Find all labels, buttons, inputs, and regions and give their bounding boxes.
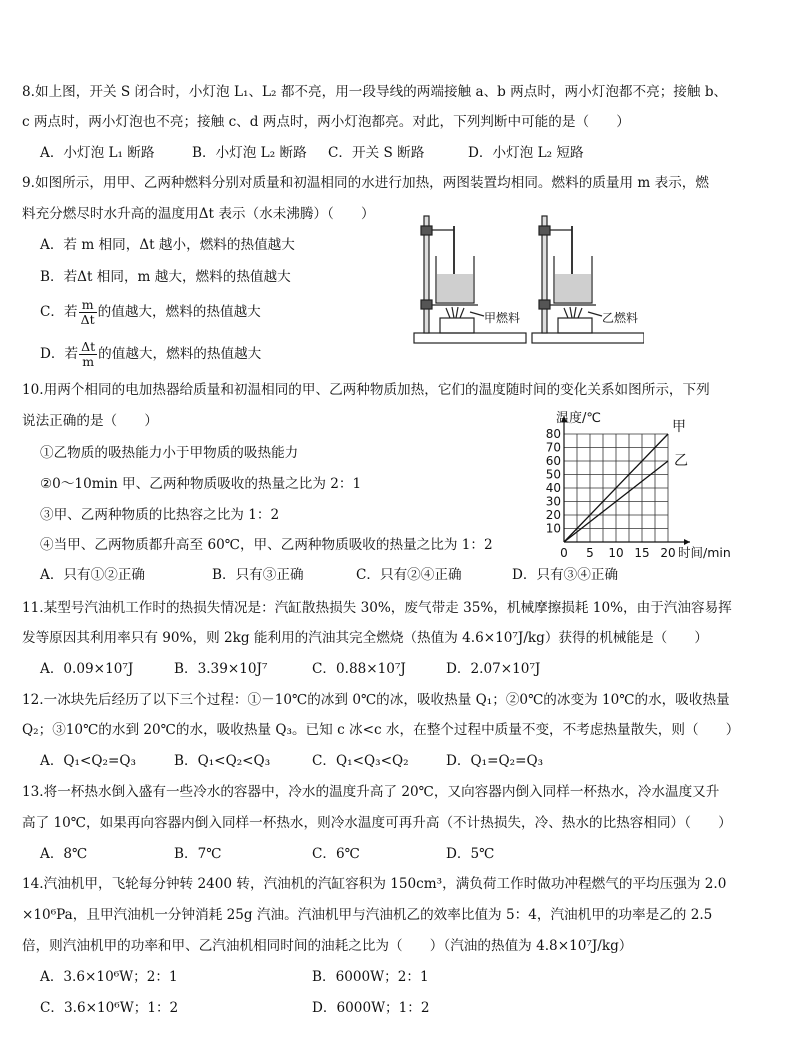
stand-base [414, 333, 526, 343]
q10-stem-line1: 10.用两个相同的电加热器给质量和初温相同的甲、乙两种物质加热，它们的温度随时间的变化关系如图所示，下列 [22, 382, 710, 398]
q8-option-c[interactable]: C．开关 S 断路 [328, 145, 425, 161]
fuel-yi-label: 乙燃料 [602, 311, 639, 325]
q9-option-d-fraction [79, 340, 97, 369]
x-tick-label: 5 [586, 546, 594, 560]
y-tick-label: 70 [545, 440, 561, 455]
q9-option-b[interactable]: B．若Δt 相同，m 越大，燃料的热值越大 [40, 269, 291, 285]
y-tick-label: 60 [545, 454, 561, 468]
water [555, 274, 591, 302]
x-tick-label: 15 [634, 546, 650, 560]
q8-stem-line2: c 两点时，两小灯泡也不亮；接触 c、d 两点时，两小灯泡都亮。对此，下列判断中可能的是（ ） [22, 114, 630, 130]
q10-statement-4: ④当甲、乙两物质都升高至 60℃，甲、乙两种物质吸收的热量之比为 1：2 [40, 537, 493, 553]
x-axis-title: 时间/min [678, 545, 731, 560]
q13-option-b[interactable]: B．7℃ [174, 846, 222, 862]
q14-option-c[interactable]: C．3.6×10⁶W；1：2 [40, 1000, 179, 1016]
q14-option-a[interactable]: A．3.6×10⁶W；2：1 [40, 969, 178, 985]
q9-option-c-prefix: C．若 [40, 304, 78, 320]
fuel-jia-label: 甲燃料 [484, 311, 521, 325]
q9-option-c-fraction [79, 298, 97, 327]
q12-option-c[interactable]: C．Q₁<Q₃<Q₂ [312, 753, 409, 769]
q13-stem-line1: 13.将一杯热水倒入盛有一些冷水的容器中，冷水的温度升高了 20℃，又向容器内倒入同样一杯热水，冷水温度又升 [22, 784, 720, 800]
y-tick-label: 30 [545, 494, 561, 509]
q9-stem-line2: 料充分燃尽时水升高的温度用Δt 表示（水未沸腾）（ ） [22, 206, 375, 222]
q9-apparatus-figure [412, 208, 644, 350]
q13-stem-line2: 高了 10℃，如果再向容器内倒入同样一杯热水，则冷水温度可再升高（不计热损失，冷、热水的比热容相同）（ ） [22, 815, 732, 831]
stand-base [532, 333, 644, 343]
q11-option-b[interactable]: B．3.39×10J⁷ [174, 661, 268, 677]
fuel-burner [440, 318, 474, 333]
q13-option-c[interactable]: C．6℃ [312, 846, 360, 862]
fraction-denominator: Δt [80, 312, 95, 327]
q10-statement-1: ①乙物质的吸热能力小于甲物质的吸热能力 [40, 445, 299, 461]
q10-option-a[interactable]: A．只有①②正确 [40, 567, 145, 583]
q14-option-d[interactable]: D．6000W；1：2 [312, 1000, 430, 1016]
flame [446, 307, 464, 318]
q14-stem-line1: 14.汽油机甲，飞轮每分钟转 2400 转，汽油机的汽缸容积为 150cm³，满负荷工作时做功冲程燃气的平均压强为 2.0 [22, 876, 727, 892]
q9-stem-line1: 9.如图所示，用甲、乙两种燃料分别对质量和初温相同的水进行加热，两图装置均相同。燃料的质量用 m 表示，燃 [22, 175, 709, 191]
q10-temperature-chart [540, 405, 740, 563]
x-tick-label: 10 [608, 546, 624, 560]
y-tick-label: 10 [545, 521, 561, 536]
q12-option-a[interactable]: A．Q₁<Q₂=Q₃ [40, 753, 136, 769]
q11-option-a[interactable]: A．0.09×10⁷J [40, 661, 134, 677]
q9-option-c[interactable] [40, 298, 261, 327]
q9-option-a[interactable]: A．若 m 相同，Δt 越小，燃料的热值越大 [40, 237, 295, 253]
q9-option-d-suffix: 的值越大，燃料的热值越大 [98, 346, 262, 362]
x-tick-label: 0 [560, 546, 568, 560]
y-axis-title: 温度/℃ [556, 411, 601, 426]
q9-option-c-suffix: 的值越大，燃料的热值越大 [97, 304, 261, 320]
clamp-ring [539, 300, 550, 309]
q12-stem-line1: 12.一冰块先后经历了以下三个过程：①－10℃的冰到 0℃的冰，吸收热量 Q₁；②0℃的冰变为 10℃的水，吸收热量 [22, 692, 730, 708]
fraction-numerator: Δt [81, 339, 96, 354]
y-tick-label: 50 [545, 467, 561, 482]
q11-option-d[interactable]: D．2.07×10⁷J [446, 661, 541, 677]
q12-stem-line2: Q₂；③10℃的水到 20℃的水，吸收热量 Q₃。已知 c 冰<c 水，在整个过程中质量不变，不考虑热量散失，则（ ） [22, 722, 740, 738]
clamp-ring [421, 300, 432, 309]
clamp-top [421, 226, 432, 235]
q10-option-b[interactable]: B．只有③正确 [212, 567, 304, 583]
q14-stem-line2: ×10⁶Pa，且甲汽油机一分钟消耗 25g 汽油。汽油机甲与汽油机乙的效率比值为 5：4，汽油机甲的功率是乙的 2.5 [22, 907, 713, 923]
q12-option-b[interactable]: B．Q₁<Q₂<Q₃ [174, 753, 271, 769]
q10-option-c[interactable]: C．只有②④正确 [356, 567, 462, 583]
q12-option-d[interactable]: D．Q₁=Q₂=Q₃ [446, 753, 544, 769]
chart-labels [546, 410, 731, 560]
q11-stem-line1: 11.某型号汽油机工作时的热损失情况是：汽缸散热损失 30%，废气带走 35%，机械摩擦损耗 10%，由于汽油容易挥 [22, 600, 732, 616]
q11-stem-line2: 发等原因其利用率只有 90%，则 2kg 能利用的汽油其完全燃烧（热值为 4.6×10⁷J/kg）获得的机械能是（ ） [22, 630, 708, 646]
q10-stem-line2: 说法正确的是（ ） [22, 413, 158, 429]
pointer-line [470, 312, 484, 316]
q10-option-d[interactable]: D．只有③④正确 [512, 567, 619, 583]
y-tick-label: 80 [545, 427, 561, 441]
q14-stem-line3: 倍，则汽油机甲的功率和甲、乙汽油机相同时间的油耗之比为（ ）（汽油的热值为 4.8×10⁷J/kg） [22, 938, 633, 954]
q8-stem-line1: 8.如上图，开关 S 闭合时，小灯泡 L₁、L₂ 都不亮，用一段导线的两端接触 a、b 两点时，两小灯泡都不亮；接触 b、 [22, 84, 728, 100]
series-label-乙: 乙 [674, 453, 688, 469]
water [437, 274, 473, 302]
y-tick-label: 20 [545, 508, 561, 522]
y-tick-label: 40 [545, 481, 561, 495]
q11-option-c[interactable]: C．0.88×10⁷J [312, 661, 406, 677]
q8-option-a[interactable]: A．小灯泡 L₁ 断路 [40, 145, 155, 161]
fraction-numerator: m [79, 298, 97, 313]
clamp-top [539, 226, 550, 235]
q14-option-b[interactable]: B．6000W；2：1 [312, 969, 429, 985]
fraction-denominator: m [82, 354, 95, 369]
q9-option-d-prefix: D．若 [40, 346, 79, 362]
q10-statement-2: ②0～10min 甲、乙两种物质吸收的热量之比为 2：1 [40, 476, 362, 492]
series-label-甲: 甲 [672, 419, 686, 435]
pointer-line [588, 312, 602, 316]
flame [564, 307, 582, 318]
q13-option-a[interactable]: A．8℃ [40, 846, 88, 862]
fuel-burner [558, 318, 592, 333]
q10-statement-3: ③甲、乙两种物质的比热容之比为 1：2 [40, 507, 280, 523]
q9-option-d[interactable] [40, 340, 261, 369]
q8-option-d[interactable]: D．小灯泡 L₂ 短路 [468, 145, 584, 161]
q13-option-d[interactable]: D．5℃ [446, 846, 495, 862]
x-tick-label: 20 [660, 546, 676, 560]
q8-option-b[interactable]: B．小灯泡 L₂ 断路 [192, 145, 307, 161]
